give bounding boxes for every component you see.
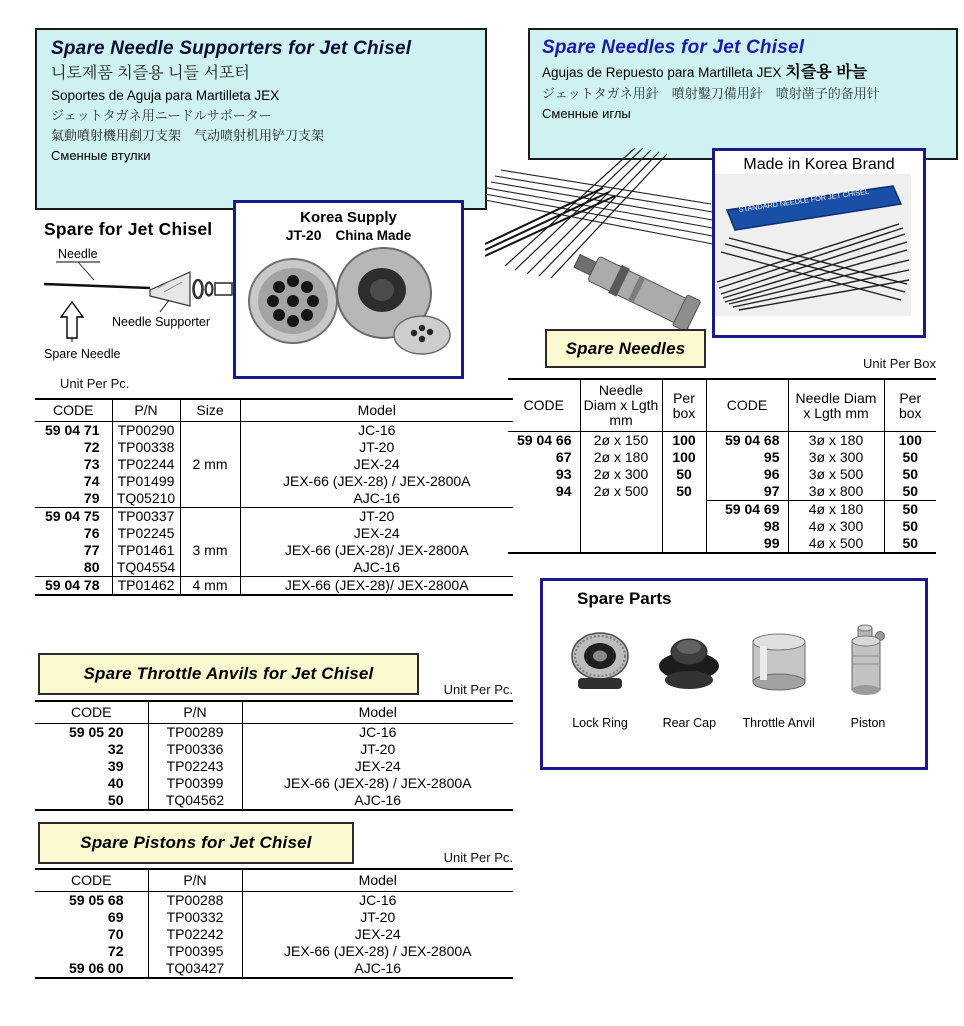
col-header-size: Size <box>180 399 240 422</box>
table-cell: 2ø x 300 <box>580 466 662 483</box>
korea-supply-caption: Korea Supply <box>300 209 397 226</box>
table-cell: 4ø x 300 <box>788 518 884 535</box>
table-cell: TQ04554 <box>112 559 180 577</box>
korea-supply-box <box>233 200 464 379</box>
table-cell: TP00336 <box>148 741 242 758</box>
table-cell: TQ03427 <box>148 960 242 978</box>
table-cell: TP00289 <box>148 724 242 742</box>
table-cell: JC-16 <box>242 892 513 910</box>
table-cell: 95 <box>706 449 788 466</box>
korea-needles-photo <box>715 174 911 316</box>
spare-part-rear-cap <box>646 613 732 730</box>
table-cell: TP02245 <box>112 525 180 542</box>
table-cell: 94 <box>555 483 572 500</box>
table-cell: 72 <box>107 943 124 959</box>
table-cell: TP02243 <box>148 758 242 775</box>
table-cell: TP00338 <box>112 439 180 456</box>
pistons-table <box>35 868 513 979</box>
col-header-code: CODE <box>35 399 112 422</box>
needles-table <box>508 378 936 554</box>
table-cell: TP02244 <box>112 456 180 473</box>
needle-drawing <box>44 284 150 288</box>
table-cell: 69 <box>107 909 124 925</box>
table-cell <box>580 501 662 519</box>
col-header-perbox: Per box <box>662 379 706 432</box>
table-cell: JEX-24 <box>240 456 513 473</box>
table-cell: 3ø x 500 <box>788 466 884 483</box>
table-cell: JT-20 <box>240 508 513 526</box>
table-cell: 67 <box>555 449 572 465</box>
table-cell: JT-20 <box>240 439 513 456</box>
spare-part-lock-ring <box>557 613 643 730</box>
table-cell: TP00337 <box>112 508 180 526</box>
table-cell: JEX-24 <box>240 525 513 542</box>
table-cell: 100 <box>884 432 936 450</box>
table-cell: TP01461 <box>112 542 180 559</box>
table-cell: 70 <box>107 926 124 942</box>
table-row <box>508 483 936 501</box>
table-cell: 32 <box>107 741 124 757</box>
ring-drawing <box>206 283 213 296</box>
table-row <box>35 542 513 559</box>
table-row <box>35 422 513 440</box>
table-cell: 3ø x 180 <box>788 432 884 450</box>
table-cell: JEX-66 (JEX-28) / JEX-2800A <box>242 775 513 792</box>
spare-part-piston <box>825 613 911 730</box>
table-cell: 50 <box>662 466 706 483</box>
diagram-title: Spare for Jet Chisel <box>44 219 213 239</box>
table-cell: JEX-24 <box>242 758 513 775</box>
table-header-row <box>508 379 936 432</box>
table-cell: TP02242 <box>148 926 242 943</box>
header-spare-needles <box>528 28 958 160</box>
table-cell: AJC-16 <box>240 559 513 577</box>
table-cell <box>180 490 240 508</box>
table-cell: 97 <box>706 483 788 501</box>
table-cell: 79 <box>83 490 100 506</box>
table-row <box>508 518 936 535</box>
table-row <box>35 724 513 742</box>
made-in-korea-title: Made in Korea Brand <box>743 156 895 173</box>
table-row <box>508 535 936 553</box>
supporters-table <box>35 398 513 596</box>
table-cell: 50 <box>884 518 936 535</box>
header-japanese: ジェットタガネ用ニードルサポーター <box>51 107 272 123</box>
table-cell: JEX-66 (JEX-28)/ JEX-2800A <box>240 542 513 559</box>
spare-needle-label: Spare Needle <box>44 347 121 361</box>
needle-box-label: STANDARD NEEDLE FOR JET CHISEL <box>738 186 870 214</box>
table-row <box>35 758 513 775</box>
table-header-row <box>35 869 513 892</box>
table-cell: 77 <box>83 542 100 558</box>
table-cell: 50 <box>107 792 124 808</box>
table-cell <box>662 518 706 535</box>
table-cell <box>180 439 240 456</box>
header-japanese-chinese: ジェットタガネ用針 噴射鑿刀備用針 喷射凿子的备用针 <box>542 86 880 102</box>
table-row <box>35 943 513 960</box>
col-header-code: CODE <box>508 379 580 432</box>
table-cell <box>580 518 662 535</box>
table-cell: TQ05210 <box>112 490 180 508</box>
pistons-title: Spare Pistons for Jet Chisel <box>38 822 354 864</box>
table-cell: 59 04 71 <box>45 422 100 438</box>
table-cell: JEX-66 (JEX-28) / JEX-2800A <box>240 473 513 490</box>
spare-part-label: Rear Cap <box>662 716 717 730</box>
table-row <box>35 473 513 490</box>
table-cell <box>508 501 580 519</box>
table-row <box>35 792 513 810</box>
header-russian: Сменные иглы <box>542 106 631 122</box>
table-cell: 59 06 00 <box>69 960 124 976</box>
table-row <box>35 577 513 596</box>
spare-needles-label: Spare Needles <box>545 329 706 368</box>
spare-parts-box <box>540 578 928 770</box>
spare-part-throttle-anvil <box>736 613 822 730</box>
table-cell <box>508 535 580 553</box>
col-header-model: Model <box>242 701 513 724</box>
throttle-anvil-image <box>739 613 819 709</box>
header-title-supporters: Spare Needle Supporters for Jet Chisel <box>51 38 412 59</box>
table-cell: AJC-16 <box>240 490 513 508</box>
jet-chisel-diagram <box>42 244 237 374</box>
table-cell: JEX-66 (JEX-28)/ JEX-2800A <box>240 577 513 596</box>
table-cell <box>180 559 240 577</box>
header-korean-text: 치즐용 바늘 <box>785 64 868 81</box>
table-cell: 39 <box>107 758 124 774</box>
table-cell: 74 <box>83 473 100 489</box>
table-cell: 98 <box>706 518 788 535</box>
needles-table-body <box>508 432 936 554</box>
table-cell: 40 <box>107 775 124 791</box>
table-cell: 73 <box>83 456 100 472</box>
table-cell: 2ø x 150 <box>580 432 662 450</box>
unit-note-supporters: Unit Per Pc. <box>60 376 130 391</box>
table-cell: 59 04 78 <box>35 577 112 596</box>
unit-note-needles: Unit Per Box <box>863 356 936 371</box>
leader-line <box>160 300 169 312</box>
table-row <box>35 775 513 792</box>
table-cell: 80 <box>83 559 100 575</box>
table-row <box>508 501 936 519</box>
connector-drawing <box>215 283 232 295</box>
table-cell: 59 04 75 <box>35 508 112 526</box>
table-cell: 4 mm <box>180 577 240 596</box>
table-row <box>35 490 513 508</box>
table-row <box>508 449 936 466</box>
col-header-code: CODE <box>35 701 148 724</box>
table-header-row <box>35 701 513 724</box>
header-spanish-korean <box>542 64 944 82</box>
table-cell: JC-16 <box>242 724 513 742</box>
table-cell: JC-16 <box>240 422 513 440</box>
spare-needles-photo <box>485 148 713 330</box>
throttle-table-body <box>35 724 513 811</box>
table-cell: 96 <box>706 466 788 483</box>
table-cell: 50 <box>884 466 936 483</box>
table-cell <box>180 525 240 542</box>
header-title-needles: Spare Needles for Jet Chisel <box>542 37 805 58</box>
table-cell: 50 <box>884 449 936 466</box>
needle-label: Needle <box>58 247 98 261</box>
table-cell: 2 mm <box>180 456 240 473</box>
throttle-anvils-table <box>35 700 513 811</box>
table-cell: TP00399 <box>148 775 242 792</box>
throttle-anvils-title: Spare Throttle Anvils for Jet Chisel <box>38 653 419 695</box>
header-russian: Сменные втулки <box>51 147 151 163</box>
table-cell: 100 <box>662 432 706 450</box>
table-row <box>35 456 513 473</box>
col-header-pn: P/N <box>148 869 242 892</box>
table-cell: AJC-16 <box>242 792 513 810</box>
unit-note-throttle: Unit Per Pc. <box>443 682 513 697</box>
header-korean: 니토제품 치즐용 니들 서포터 <box>51 65 250 82</box>
table-cell <box>662 535 706 553</box>
table-cell: 2ø x 180 <box>580 449 662 466</box>
header-needle-supporters <box>35 28 487 210</box>
table-row <box>35 525 513 542</box>
spare-part-label: Lock Ring <box>572 716 628 730</box>
model-jt20-label: JT-20 <box>285 227 322 243</box>
table-row <box>35 439 513 456</box>
table-row <box>35 741 513 758</box>
table-cell: 3 mm <box>180 542 240 559</box>
table-cell: 3ø x 300 <box>788 449 884 466</box>
table-cell: TP00395 <box>148 943 242 960</box>
header-spanish-text: Agujas de Repuesto para Martilleta JEX <box>542 65 782 80</box>
spare-part-label: Throttle Anvil <box>742 716 815 730</box>
table-cell: TP00290 <box>112 422 180 440</box>
supporters-table-body <box>35 422 513 596</box>
ring-drawing <box>194 280 203 298</box>
table-row <box>35 960 513 978</box>
col-header-perbox: Per box <box>884 379 936 432</box>
table-cell: 3ø x 800 <box>788 483 884 501</box>
table-cell: JT-20 <box>242 909 513 926</box>
header-spanish: Soportes de Aguja para Martilleta JEX <box>51 88 280 104</box>
col-header-pn: P/N <box>112 399 180 422</box>
col-header-pn: P/N <box>148 701 242 724</box>
table-cell: 4ø x 180 <box>788 501 884 519</box>
piston-image <box>828 613 908 709</box>
pistons-table-body <box>35 892 513 979</box>
table-cell <box>580 535 662 553</box>
table-cell: 2ø x 500 <box>580 483 662 501</box>
table-row <box>508 466 936 483</box>
chisel-tool-image <box>570 245 701 330</box>
needle-supporter-label: Needle Supporter <box>112 315 210 329</box>
table-cell: JT-20 <box>242 741 513 758</box>
made-in-korea-box <box>712 148 926 338</box>
table-cell: 59 04 68 <box>706 432 788 450</box>
spare-parts-row <box>543 609 925 730</box>
needle-supporters-photo <box>236 243 455 355</box>
table-row <box>35 559 513 577</box>
table-cell: 50 <box>884 535 936 553</box>
table-cell: JEX-66 (JEX-28) / JEX-2800A <box>242 943 513 960</box>
table-row <box>35 892 513 910</box>
col-header-model: Model <box>242 869 513 892</box>
table-cell: AJC-16 <box>242 960 513 978</box>
table-cell: TP00332 <box>148 909 242 926</box>
table-cell: 59 04 66 <box>517 432 572 448</box>
unit-note-pistons: Unit Per Pc. <box>443 850 513 865</box>
table-cell: TP00288 <box>148 892 242 910</box>
table-cell: 59 04 69 <box>706 501 788 519</box>
leader-line <box>78 262 94 280</box>
table-row <box>508 432 936 450</box>
table-cell: 59 05 68 <box>69 892 124 908</box>
table-cell: TP01462 <box>112 577 180 596</box>
col-header-diam: Needle Diam x Lgth mm <box>580 379 662 432</box>
table-cell: TQ04562 <box>148 792 242 810</box>
table-cell: 93 <box>555 466 572 482</box>
spare-part-label: Piston <box>850 716 886 730</box>
table-cell <box>508 518 580 535</box>
table-cell <box>180 473 240 490</box>
table-cell: 50 <box>662 483 706 501</box>
table-cell <box>180 508 240 526</box>
korea-supply-subcaption <box>236 227 461 243</box>
lock-ring-image <box>560 613 640 709</box>
col-header-model: Model <box>240 399 513 422</box>
table-cell: 99 <box>706 535 788 553</box>
table-cell: JEX-24 <box>242 926 513 943</box>
table-row <box>35 508 513 526</box>
china-made-label: China Made <box>335 228 412 243</box>
table-cell: 50 <box>884 501 936 519</box>
table-cell: 72 <box>83 439 100 455</box>
table-cell: 59 05 20 <box>69 724 124 740</box>
table-cell <box>662 501 706 519</box>
table-cell: 76 <box>83 525 100 541</box>
spare-parts-title: Spare Parts <box>577 589 672 608</box>
col-header-code: CODE <box>706 379 788 432</box>
col-header-code: CODE <box>35 869 148 892</box>
table-row <box>35 909 513 926</box>
table-cell: 50 <box>884 483 936 501</box>
up-arrow-icon <box>61 302 83 338</box>
table-row <box>35 926 513 943</box>
table-header-row <box>35 399 513 422</box>
rear-cap-image <box>649 613 729 709</box>
table-cell: 4ø x 500 <box>788 535 884 553</box>
table-cell <box>180 422 240 440</box>
header-chinese: 氣動噴射機用剷刀支架 气动喷射机用铲刀支架 <box>51 127 325 143</box>
table-cell: TP01499 <box>112 473 180 490</box>
col-header-diam: Needle Diam x Lgth mm <box>788 379 884 432</box>
table-cell: 100 <box>662 449 706 466</box>
